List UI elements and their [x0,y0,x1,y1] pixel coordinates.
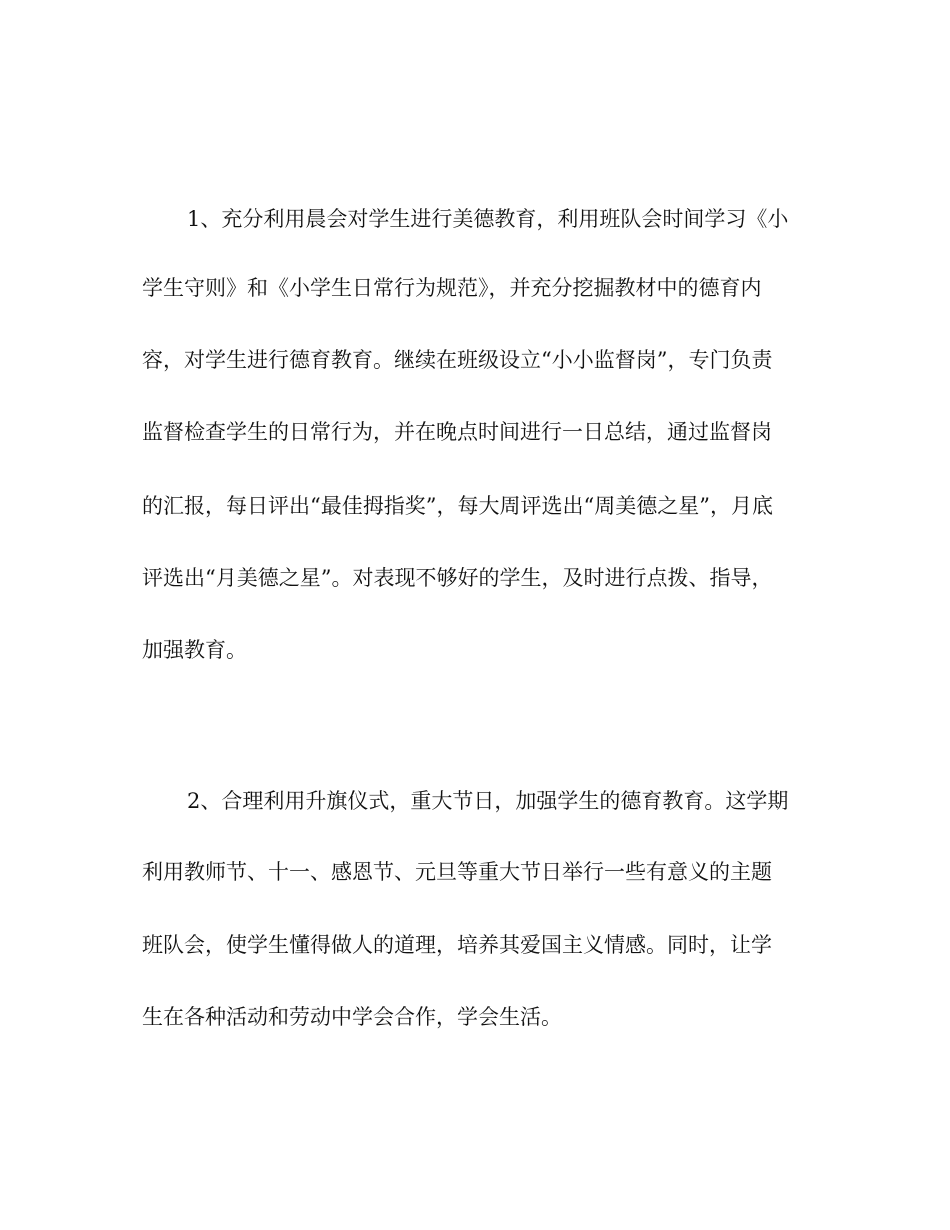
paragraph-1-line-2: 学生守则》和《小学生日常行为规范》，并充分挖掘教材中的德育内 [142,276,762,300]
paragraph-1-line-1: 1、充分利用晨会对学生进行美德教育，利用班队会时间学习《小 [187,207,789,231]
paragraph-2-line-3: 班队会，使学生懂得做人的道理，培养其爱国主义情感。同时，让学 [142,933,772,957]
paragraph-1-line-6: 评选出“月美德之星”。对表现不够好的学生，及时进行点拨、指导， [142,566,773,590]
paragraph-1-line-7: 加强教育。 [142,638,247,662]
paragraph-2-line-4: 生在各种活动和劳动中学会合作，学会生活。 [142,1005,562,1029]
paragraph-1-line-4: 监督检查学生的日常行为，并在晚点时间进行一日总结，通过监督岗 [142,420,772,444]
paragraph-2-line-2: 利用教师节、十一、感恩节、元旦等重大节日举行一些有意义的主题 [142,860,772,884]
paragraph-1-line-5: 的汇报，每日评出“最佳拇指奖”，每大周评选出“周美德之星”，月底 [142,494,773,518]
paragraph-2-line-1: 2、合理利用升旗仪式，重大节日，加强学生的德育教育。这学期 [187,789,789,813]
paragraph-1-line-3: 容，对学生进行德育教育。继续在班级设立“小小监督岗”，专门负责 [142,348,773,372]
